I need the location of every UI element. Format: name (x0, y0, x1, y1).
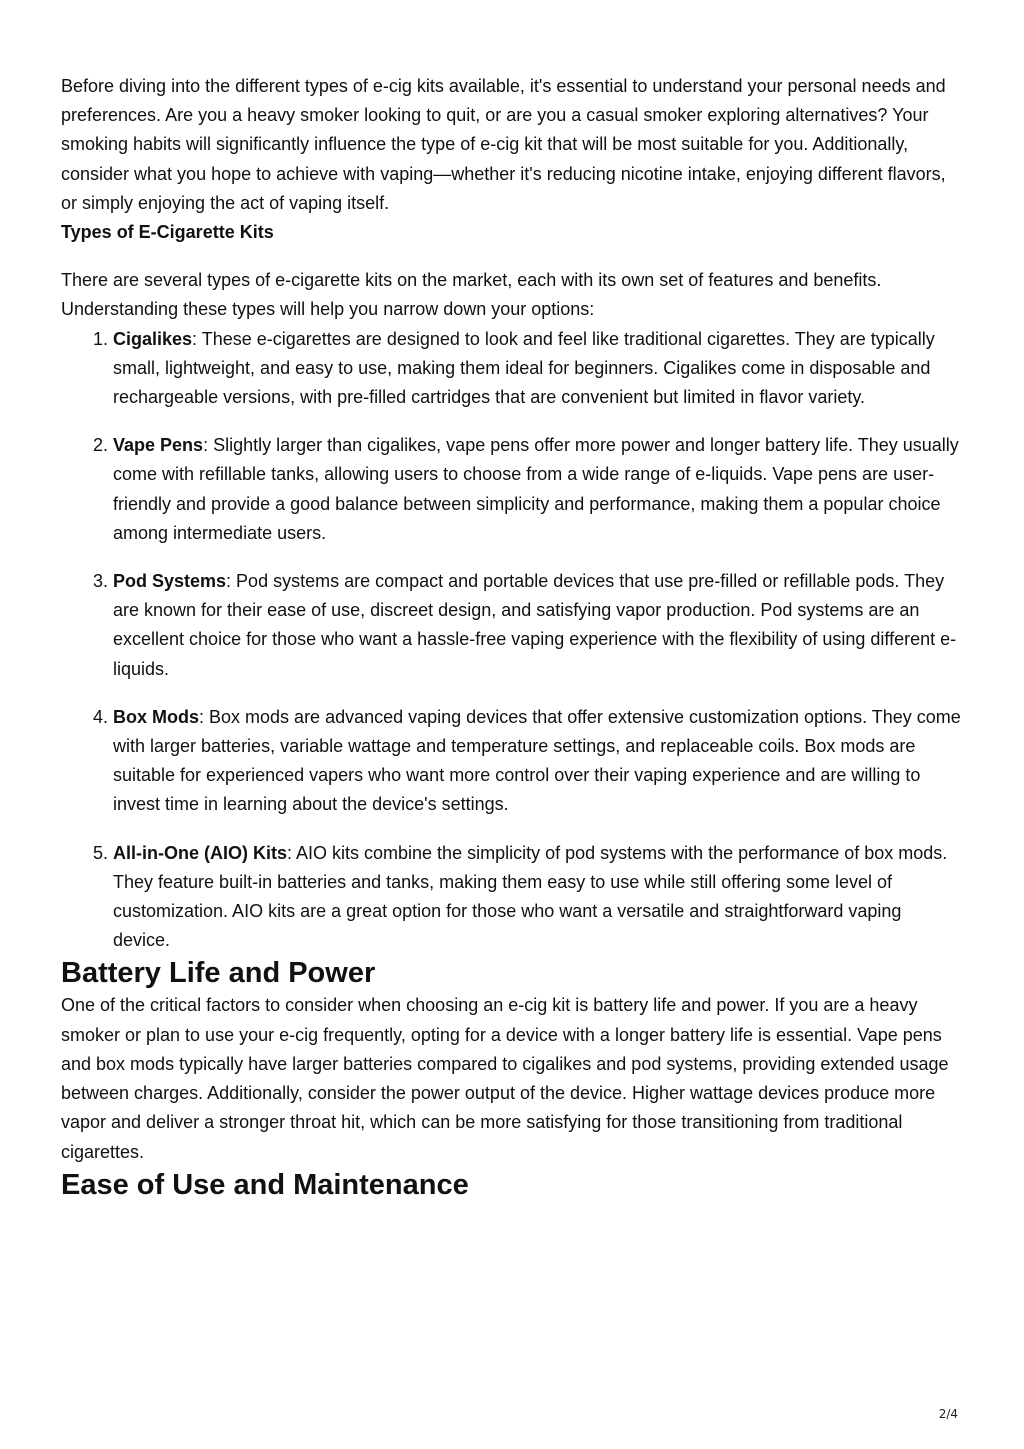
battery-paragraph: One of the critical factors to consider when choosing an e-cig kit is battery life and power. If you are a heavy smoker or plan to use your e-cig frequently, opting for a device with a longer battery life is essential. Vape pens and box mods typically have larger batteries compared to cigalikes and pod systems, providing extended usage between charges. Additionally, consider the power output of the device. Higher wattage devices produce more vapor and deliver a stronger throat hit, which can be more satisfying for those transitioning from traditional cigarettes. (61, 995, 949, 1162)
battery-heading: Battery Life and Power (61, 957, 376, 990)
list-item-vape-pens (113, 431, 961, 548)
list-item-aio-kits (113, 839, 961, 956)
list-item-description: : Box mods are advanced vaping devices that offer extensive customization options. They come with larger batteries, variable wattage and temperature settings, and replaceable coils. Box mods are suitable for experienced vapers who want more control over their vaping experience and are willing to invest time in learning about the device's settings. (113, 706, 961, 815)
list-item-term: All-in-One (AIO) Kits (113, 842, 287, 863)
page-number: 2/4 (938, 1407, 958, 1421)
list-item-pod-systems (113, 567, 961, 684)
list-item-term: Vape Pens (113, 435, 204, 456)
list-item-description: : These e-cigarettes are designed to look and feel like traditional cigarettes. They are typically small, lightweight, and easy to use, making them ideal for beginners. Cigalikes come in disposable and rechargeable versions, with pre-filled cartridges that are convenient but limited in flavor variety. (113, 328, 935, 408)
kit-types-list (61, 325, 961, 956)
list-item-term: Pod Systems (113, 571, 227, 592)
list-item-description: : Slightly larger than cigalikes, vape pens offer more power and longer battery life. They usually come with refillable tanks, allowing users to choose from a wide range of e-liquids. Vape pens are user-friendly and provide a good balance between simplicity and performance, making them a popular choice among intermediate users. (113, 435, 959, 543)
list-item-term: Cigalikes (113, 328, 193, 349)
list-item-term: Box Mods (113, 706, 200, 727)
list-item-description: : AIO kits combine the simplicity of pod systems with the performance of box mods. They feature built-in batteries and tanks, making them easy to use while still offering some level of customization. AIO kits are a great option for those who want a versatile and straightforward vaping device. (113, 842, 948, 951)
list-item-cigalikes (113, 325, 961, 413)
ease-heading: Ease of Use and Maintenance (61, 1168, 469, 1201)
types-intro-paragraph: There are several types of e-cigarette kits on the market, each with its own set of features and benefits. Understanding these types will help you narrow down your options: (61, 270, 882, 320)
intro-paragraph: Before diving into the different types of e-cig kits available, it's essential to understand your personal needs and preferences. Are you a heavy smoker looking to quit, or are you a casual smoker exploring alternatives? Your smoking habits will significantly influence the type of e-cig kit that will be most suitable for you. Additionally, consider what you hope to achieve with vaping—whether it's reducing nicotine intake, enjoying different flavors, or simply enjoying the act of vaping itself. (61, 76, 946, 213)
list-item-description: : Pod systems are compact and portable devices that use pre-filled or refillable pods. They are known for their ease of use, discreet design, and satisfying vapor production. Pod systems are an excellent choice for those who want a hassle-free vaping experience with the flexibility of using different e-liquids. (113, 571, 957, 679)
list-item-box-mods (113, 703, 961, 820)
document-page (61, 72, 961, 1203)
types-subheading: Types of E-Cigarette Kits (61, 222, 274, 243)
